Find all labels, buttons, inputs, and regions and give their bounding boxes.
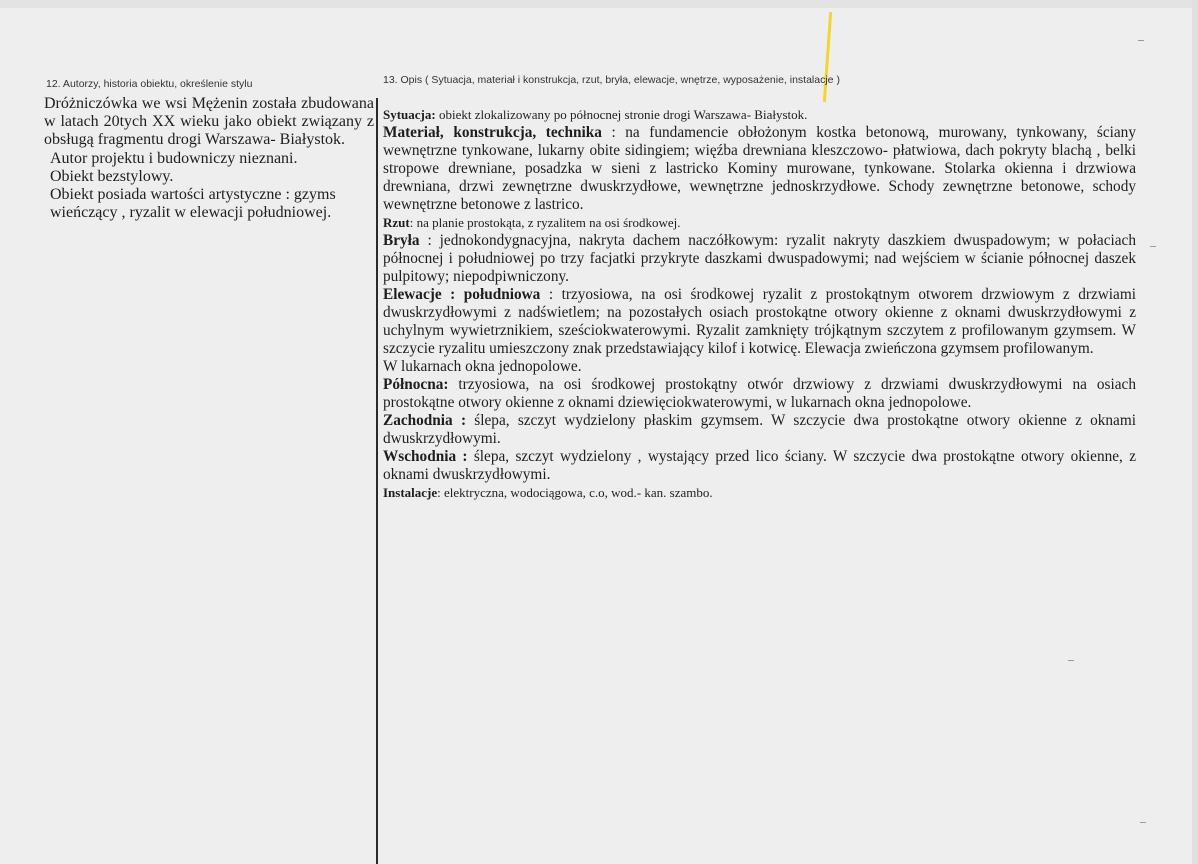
elewacje-label: Elewacje : południowa [383, 286, 541, 303]
zachodnia-paragraph [383, 412, 1136, 448]
sytuacja-text: obiekt zlokalizowany po północnej stronie drogi Warszawa- Białystok. [435, 107, 808, 122]
section-12-header: 12. Autorzy, historia obiektu, określenie stylu [46, 78, 253, 90]
page-top-edge [0, 0, 1198, 8]
polnocna-text: trzyosiowa, na osi środkowej prostokątny otwór drzwiowy z drzwiami dwuskrzydłowymi na osiach prostokątne otwory okienne z oknami dziewięciokwaterowymi, w lukarnach okna jednopolowe. [383, 376, 1136, 411]
wschodnia-paragraph [383, 448, 1136, 484]
style-paragraph: Obiekt bezstylowy. [50, 167, 174, 185]
material-text: : na fundamencie obłożonym kostka betonową, murowany, tynkowany, ściany wewnętrzne tynkowane, lukarny obite sidingiem; więźba drewniana kleszczowo- płatwiowa, dach pokryty blachą , belki stropowe drewniane, posadzka w sieni z lastricko Kominy murowane, tynkowane. Stolarka okienna i drzwiowa drewniana, drzwi zewnętrzne dwuskrzydłowe, wewnętrzne jednoskrzydłowe. Schody zewnętrzne betonowe, schody wewnętrzne betonowe z lastrico. [383, 124, 1136, 213]
polnocna-paragraph [383, 376, 1136, 412]
zachodnia-text: ślepa, szczyt wydzielony płaskim gzymsem. W szczycie dwa prostokątne otwory okienne z oknami dwuskrzydłowymi. [383, 412, 1136, 447]
material-paragraph [383, 124, 1136, 214]
sytuacja-paragraph [383, 106, 1136, 124]
bryla-paragraph [383, 232, 1136, 286]
instalacje-paragraph [383, 484, 1136, 502]
authors-history-column [44, 95, 374, 222]
wschodnia-text: ślepa, szczyt wydzielony , wystający przed lico ściany. W szczycie dwa prostokątne otwory okienne, z oknami dwuskrzydłowymi. [383, 448, 1136, 483]
scan-tick [1068, 660, 1074, 661]
rzut-label: Rzut [383, 215, 410, 230]
scan-tick [1140, 822, 1146, 823]
section-13-header: 13. Opis ( Sytuacja, materiał i konstrukcja, rzut, bryła, elewacje, wnętrze, wyposażenie, instalacje ) [383, 74, 840, 86]
polnocna-label: Północna: [383, 376, 449, 393]
rzut-text: : na planie prostokąta, z ryzalitem na osi środkowej. [409, 215, 681, 230]
wschodnia-label: Wschodnia : [383, 448, 468, 465]
scan-tick [1150, 246, 1156, 247]
lukarny-paragraph: W lukarnach okna jednopolowe. [383, 358, 582, 375]
artistic-values-paragraph: Obiekt posiada wartości artystyczne : gzyms wieńczący , ryzalit w elewacji południowej. [50, 186, 336, 222]
instalacje-text: : elektryczna, wodociągowa, c.o, wod.- kan. szambo. [437, 485, 713, 500]
sytuacja-label: Sytuacja: [383, 107, 436, 122]
bryla-text: : jednokondygnacyjna, nakryta dachem naczółkowym: ryzalit nakryty daszkiem dwuspadowym; w połaciach północnej i południowej po trzy facjatki przykryte daszkami dwuspadowymi; nad wejściem w ścianie północnej daszek pulpitowy; niepodpiwniczony. [383, 232, 1136, 285]
page-right-edge [1192, 0, 1198, 864]
description-column [383, 106, 1136, 502]
instalacje-label: Instalacje [383, 485, 438, 500]
column-divider [376, 98, 378, 864]
elewacje-paragraph [383, 286, 1136, 358]
elewacje-text: : trzyosiowa, na osi środkowej ryzalit z prostokątnym otworem drzwiowym z drzwiami dwuskrzydłowymi z nadświetlem; na pozostałych osiach prostokątne otwory okienne z oknami dwuskrzydłowymi z uchylnym wywietrznikiem, sześciokwaterowymi. Ryzalit zamknięty trójkątnym szczytem z profilowanym gzymsem. W szczycie ryzalitu umieszczony znak przedstawiający kilof i kotwicę. Elewacja zwieńczona gzymsem profilowanym. [383, 286, 1136, 357]
zachodnia-label: Zachodnia : [383, 412, 467, 429]
scan-tick [1138, 40, 1144, 41]
highlighter-mark [823, 12, 832, 102]
bryla-label: Bryła [383, 232, 420, 249]
history-paragraph: Dróżniczówka we wsi Mężenin została zbudowana w latach 20tych XX wieku jako obiekt związany z obsługą fragmentu drogi Warszawa- Białystok. [44, 95, 374, 149]
rzut-paragraph [383, 214, 1136, 232]
author-paragraph: Autor projektu i budowniczy nieznani. [50, 149, 298, 167]
material-label: Materiał, konstrukcja, technika [383, 124, 602, 141]
